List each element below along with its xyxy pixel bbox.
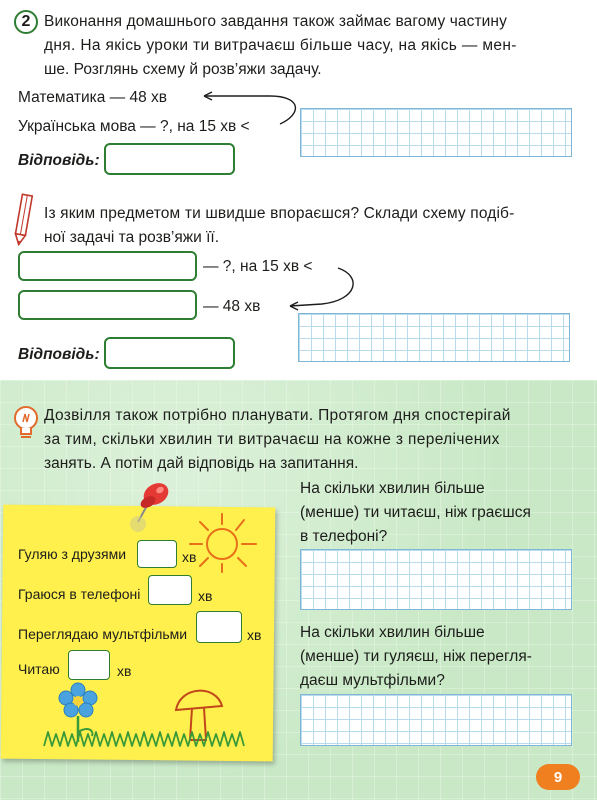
activity-label-phone: Граюся в телефоні bbox=[18, 586, 141, 602]
task-number-badge: 2 bbox=[14, 10, 38, 34]
scheme-arrow-2 bbox=[280, 262, 360, 312]
answer-box-1[interactable] bbox=[104, 143, 235, 175]
scheme-math-label: Математика — 48 хв bbox=[18, 89, 167, 106]
pencil-task-text bbox=[44, 202, 514, 250]
pushpin-icon bbox=[118, 472, 176, 534]
subject-box-1[interactable] bbox=[18, 251, 197, 281]
question-2-line: (менше) ти гуляєш, ніж перегля- bbox=[300, 648, 532, 665]
question-2 bbox=[300, 621, 532, 693]
solution-grid-2[interactable] bbox=[298, 313, 570, 362]
page-number: 9 bbox=[536, 764, 580, 790]
leisure-task-line: за тим, скільки хвилин ти витрачаєш на кожне з перелічених bbox=[44, 431, 500, 448]
scheme-ukrainian-label: Українська мова — ?, на 15 хв < bbox=[18, 118, 250, 135]
pencil-row1-text: — ?, на 15 хв < bbox=[203, 258, 313, 275]
subject-box-2[interactable] bbox=[18, 290, 197, 320]
activity-label-cartoons: Переглядаю мультфільми bbox=[18, 626, 188, 642]
answer-label-2: Відповідь: bbox=[18, 346, 100, 363]
activity-input-phone[interactable] bbox=[148, 575, 192, 605]
scheme-arrow-1 bbox=[190, 84, 300, 132]
question-2-line: даєш мультфільми? bbox=[300, 672, 445, 689]
solution-grid-4[interactable] bbox=[300, 694, 572, 746]
task2-intro-line: Виконання домашнього завдання також займає вагому частину bbox=[44, 13, 507, 30]
question-2-line: На скільки хвилин більше bbox=[300, 624, 485, 641]
activity-label-reading: Читаю bbox=[18, 661, 60, 677]
question-1-line: На скільки хвилин більше bbox=[300, 480, 485, 497]
answer-label-1: Відповідь: bbox=[18, 152, 100, 169]
pencil-row2-text: — 48 хв bbox=[203, 298, 261, 315]
activity-unit-phone: хв bbox=[198, 588, 213, 604]
answer-box-2[interactable] bbox=[104, 337, 235, 369]
activity-unit-cartoons: хв bbox=[247, 627, 262, 643]
pencil-task-line: Із яким предметом ти швидше впораєшся? Склади схему подіб- bbox=[44, 205, 515, 222]
lightbulb-icon bbox=[12, 404, 40, 444]
solution-grid-1[interactable] bbox=[300, 108, 572, 157]
question-1 bbox=[300, 477, 531, 549]
solution-grid-3[interactable] bbox=[300, 549, 572, 610]
task2-intro bbox=[44, 10, 517, 82]
activity-input-walk[interactable] bbox=[137, 540, 177, 568]
mushroom-icon bbox=[176, 691, 222, 740]
sun-icon bbox=[186, 512, 260, 574]
question-1-line: (менше) ти читаєш, ніж граєшся bbox=[300, 504, 531, 521]
question-1-line: в телефоні? bbox=[300, 528, 388, 545]
task2-intro-line: дня. На якісь уроки ти витрачаєш більше часу, на якісь — мен- bbox=[44, 37, 517, 54]
activity-label-walk: Гуляю з друзями bbox=[18, 546, 127, 562]
pencil-task-hyphen: б- bbox=[500, 205, 515, 222]
leisure-task-text bbox=[44, 404, 511, 476]
leisure-task-line: занять. А потім дай відповідь на запитання. bbox=[44, 455, 359, 472]
note-doodles bbox=[40, 676, 260, 754]
activity-unit-walk: хв bbox=[182, 549, 197, 565]
pencil-task-line: ної задачі та розв’яжи її. bbox=[44, 229, 220, 246]
activity-unit-reading: хв bbox=[117, 663, 132, 679]
leisure-task-line: Дозвілля також потрібно планувати. Протягом дня спостерігай bbox=[44, 407, 511, 424]
pencil-icon bbox=[12, 193, 36, 247]
task2-intro-line: ше. Розглянь схему й розв’яжи задачу. bbox=[44, 61, 322, 78]
activity-input-cartoons[interactable] bbox=[196, 611, 242, 643]
